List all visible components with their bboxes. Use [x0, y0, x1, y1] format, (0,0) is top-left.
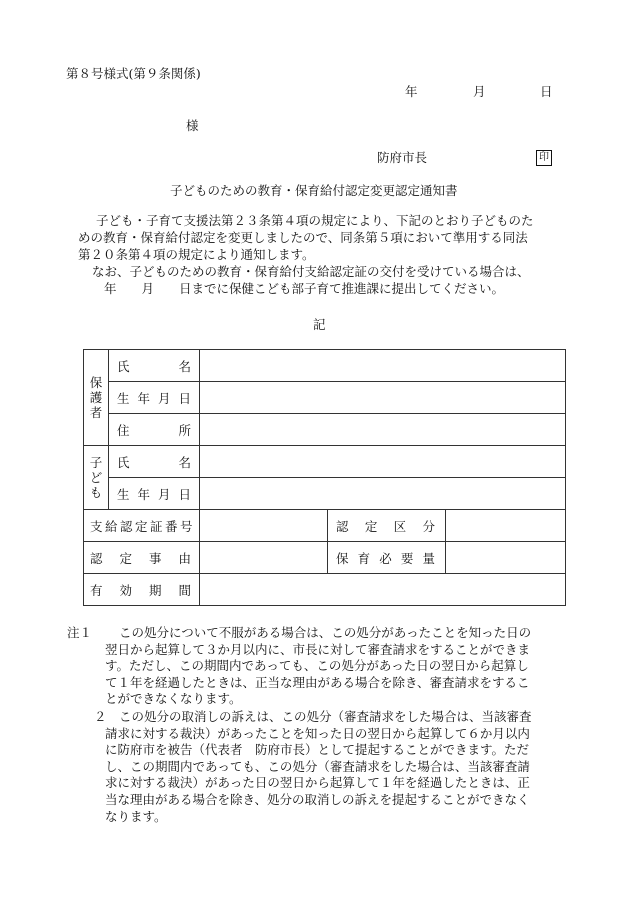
cert-reason-value [200, 542, 328, 574]
note-line: 翌日から起算して３か月以内に、市長に対して審査請求をすることができま [105, 641, 531, 657]
notice-line: なお、子どものための教育・保育給付支給認定証の交付を受けている場合は、 [92, 264, 530, 279]
cert-number-label: 支給認定証番号 [84, 510, 200, 542]
child-birth-label: 生 年 月 日 [109, 478, 200, 510]
date-month: 月 [473, 84, 486, 99]
note-line: この処分の取消しの訴えは、この処分（審査請求をした場合は、当該審査 [119, 708, 532, 724]
note-line: て１年を経過したときは、正当な理由がある場合を除き、審査請求をするこ [105, 674, 530, 690]
note-line: 求に対する裁決）があった日の翌日から起算して１年を経過したときは、正 [105, 775, 530, 791]
valid-period-label: 有 効 期 間 [84, 574, 200, 606]
details-table [83, 349, 566, 606]
note-line: 請求に対する裁決）があったことを知った日の翌日から起算して６か月以内 [105, 725, 530, 741]
seal-stamp: 印 [536, 150, 552, 166]
guardian-address-label: 住 所 [109, 414, 200, 446]
note-line: す。ただし、この期間内であっても、この処分があった日の翌日から起算し [105, 658, 529, 674]
date-year: 年 [405, 84, 418, 99]
note-2 [67, 709, 567, 825]
guardian-name-label: 氏 名 [109, 350, 200, 382]
date-day: 日 [540, 84, 553, 99]
recipient-suffix: 様 [186, 118, 199, 133]
guardian-group-label: 保護者 [84, 350, 109, 446]
guardian-birth-value [200, 382, 566, 414]
cert-number-value [200, 510, 328, 542]
guardian-birth-label: 生 年 月 日 [109, 382, 200, 414]
note-1-label: 注１ [67, 625, 93, 640]
note-1 [67, 625, 567, 708]
note-line: この処分について不服がある場合は、この処分があったことを知った日の [119, 625, 532, 640]
cert-category-label: 認 定 区 分 [328, 510, 446, 542]
ki-heading: 記 [313, 317, 326, 332]
notice-line: 年 月 日までに保健こども部子育て推進課に提出してください。 [104, 281, 505, 296]
note-line: に防府市を被告（代表者 防府市長）として提起することができます。ただ [105, 742, 530, 758]
body-line: 子ども・子育て支援法第２３条第４項の規定により、下記のとおり子どものた [96, 213, 534, 228]
note-line: とができなくなります。 [105, 691, 242, 707]
child-name-label: 氏 名 [109, 446, 200, 478]
body-line: めの教育・保育給付認定を変更しましたので、同条第５項において準用する同法 [78, 230, 528, 245]
issuer: 防府市長 [377, 150, 428, 165]
note-line: 当な理由がある場合を除き、処分の取消しの訴えを提起することができなく [105, 791, 530, 807]
cert-reason-label: 認 定 事 由 [84, 542, 200, 574]
child-name-value [200, 446, 566, 478]
note-2-label: ２ [94, 708, 107, 724]
notes-section [67, 625, 567, 825]
body-paragraph [78, 212, 534, 297]
guardian-address-value [200, 414, 566, 446]
need-amount-label: 保 育 必 要 量 [328, 542, 446, 574]
document-title: 子どものための教育・保育給付認定変更認定通知書 [170, 183, 458, 198]
note-line: なります。 [105, 808, 167, 824]
child-group-label: 子ども [84, 446, 109, 510]
guardian-name-value [200, 350, 566, 382]
form-number: 第８号様式(第９条関係) [66, 66, 201, 81]
body-line: 第２０条第４項の規定により通知します。 [78, 247, 315, 262]
child-birth-value [200, 478, 566, 510]
note-line: し、この期間内であっても、この処分（審査請求をした場合は、当該審査請 [105, 758, 530, 774]
need-amount-value [446, 542, 566, 574]
cert-category-value [446, 510, 566, 542]
valid-period-value [200, 574, 566, 606]
